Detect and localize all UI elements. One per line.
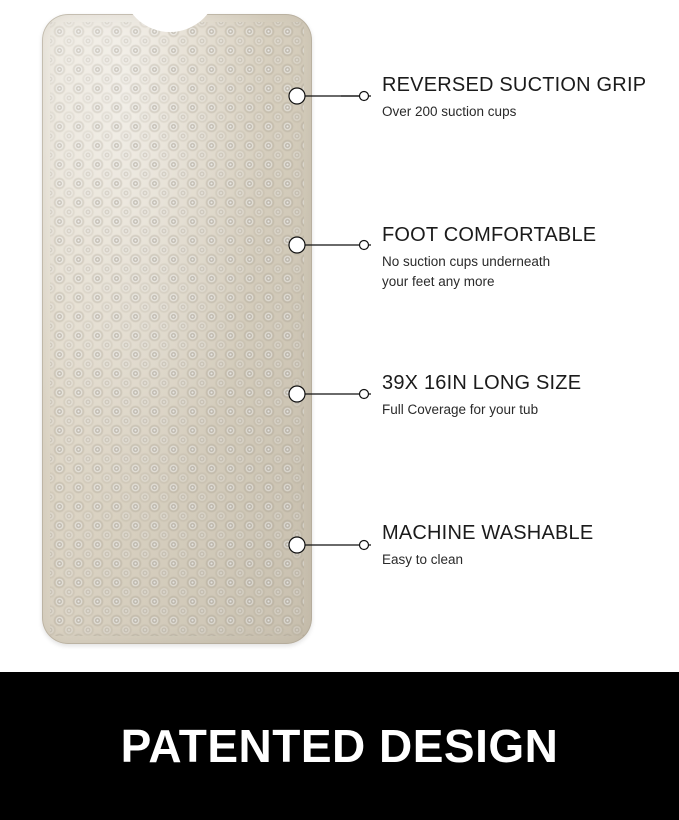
product-image — [0, 0, 340, 672]
callout-4 — [382, 522, 593, 570]
callout-endpoint-2 — [360, 241, 369, 250]
callout-endpoint-4 — [360, 541, 369, 550]
callout-1-title: REVERSED SUCTION GRIP — [382, 74, 647, 96]
callout-2-title: FOOT COMFORTABLE — [382, 224, 597, 246]
callout-endpoint-3 — [360, 390, 369, 399]
callout-3-title: 39X 16IN LONG SIZE — [382, 372, 582, 394]
bath-mat — [42, 14, 312, 644]
callout-4-subtitle: Easy to clean — [382, 552, 464, 567]
callout-3 — [382, 372, 581, 420]
callout-1-subtitle: Over 200 suction cups — [382, 104, 517, 119]
bottom-banner — [0, 672, 679, 820]
callout-1 — [382, 74, 646, 122]
callout-4-title: MACHINE WASHABLE — [382, 522, 594, 544]
callout-2 — [382, 224, 596, 291]
callout-endpoint-1 — [360, 92, 369, 101]
callout-2-subtitle: No suction cups underneath your feet any more — [382, 254, 551, 289]
banner-headline: PATENTED DESIGN — [120, 720, 559, 772]
suction-cup-texture-offset — [50, 22, 304, 636]
callout-3-subtitle: Full Coverage for your tub — [382, 402, 539, 417]
